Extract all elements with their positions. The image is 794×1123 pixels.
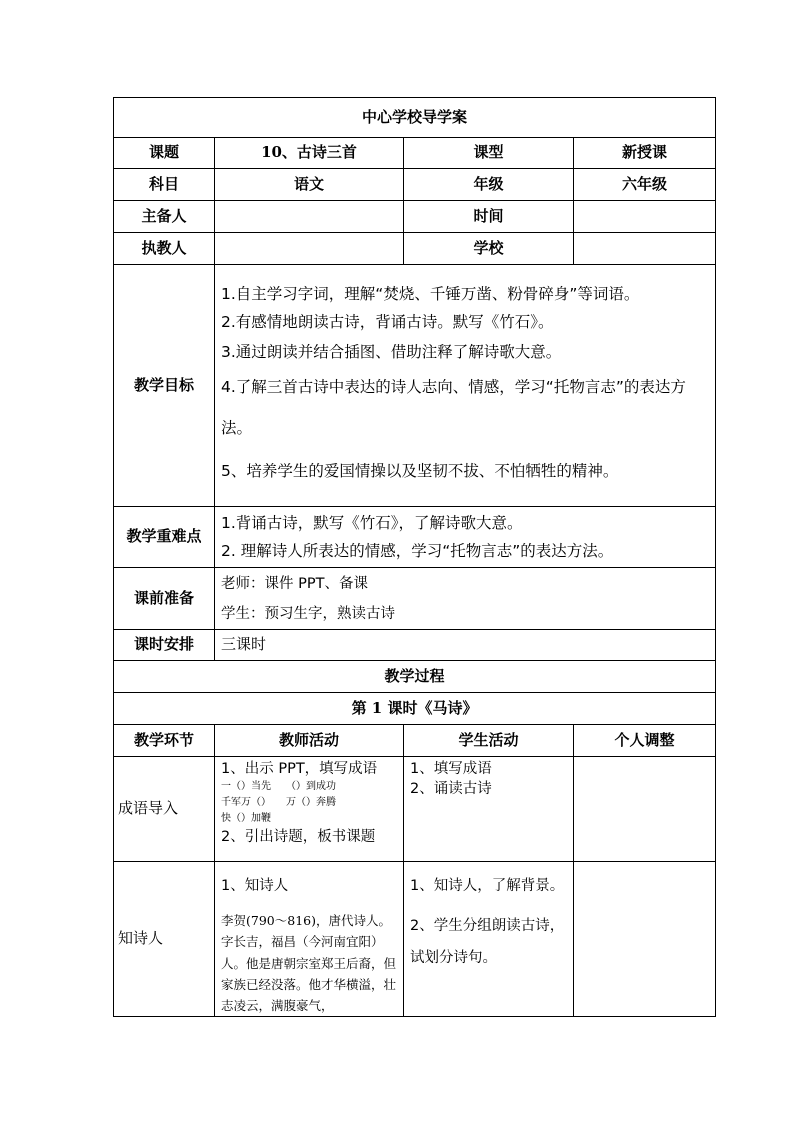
col-header-student: 学生活动: [404, 725, 574, 757]
prep-label: 课前准备: [114, 568, 215, 630]
school-value: [574, 233, 716, 265]
student-activity-line: 1、知诗人，了解背景。: [410, 878, 565, 894]
keypoint-item: 1.背诵古诗，默写《竹石》，了解诗歌大意。: [221, 514, 523, 532]
idiom-blank-line: 快（）加鞭: [221, 813, 271, 824]
col-header-stage: 教学环节: [114, 725, 215, 757]
adjust-poet: [574, 862, 716, 1017]
goals-content: [215, 265, 716, 507]
adjust-intro: [574, 757, 716, 862]
topic-value: 10、古诗三首: [215, 138, 404, 169]
lesson1-title: 第 1 课时《马诗》: [114, 693, 716, 725]
idiom-blank-line: 千军万（） 万（）奔腾: [221, 797, 336, 808]
poet-bio: 李贺(790～816)，唐代诗人。字长吉，福昌（今河南宜阳）人。他是唐朝宗室郑王后裔，但家族已经没落。他才华横溢，壮志凌云，满腹豪气，: [221, 913, 397, 1013]
keypoints-content: [215, 507, 716, 568]
class-type-label: 课型: [404, 138, 574, 169]
preparer-value: [215, 201, 404, 233]
teacher-activity-poet: [215, 862, 404, 1017]
school-label: 学校: [404, 233, 574, 265]
topic-label: 课题: [114, 138, 215, 169]
grade-value: 六年级: [574, 169, 716, 201]
col-header-adjust: 个人调整: [574, 725, 716, 757]
prep-teacher: 老师：课件 PPT、备课: [221, 575, 368, 592]
prep-content: [215, 568, 716, 630]
subject-label: 科目: [114, 169, 215, 201]
teacher-activity-line: 2、引出诗题，板书课题: [221, 829, 376, 845]
class-type-value: 新授课: [574, 138, 716, 169]
student-activity-line: 2、诵读古诗: [410, 781, 492, 797]
goal-item: 3.通过朗读并结合插图、借助注释了解诗歌大意。: [221, 343, 562, 361]
goal-item: 5、培养学生的爱国情操以及坚韧不拔、不怕牺牲的精神。: [221, 462, 619, 480]
teacher-activity-line: 1、知诗人: [221, 878, 289, 894]
page-title: 中心学校导学案: [114, 98, 716, 138]
schedule-label: 课时安排: [114, 630, 215, 661]
preparer-label: 主备人: [114, 201, 215, 233]
time-value: [574, 201, 716, 233]
student-activity-intro: [404, 757, 574, 862]
subject-value: 语文: [215, 169, 404, 201]
prep-student: 学生：预习生字，熟读古诗: [221, 605, 395, 622]
teacher-activity-intro: [215, 757, 404, 862]
grade-label: 年级: [404, 169, 574, 201]
student-activity-line: 1、填写成语: [410, 761, 492, 777]
time-label: 时间: [404, 201, 574, 233]
col-header-teacher: 教师活动: [215, 725, 404, 757]
goal-item: 1.自主学习字词，理解“焚烧、千锤万凿、粉骨碎身”等词语。: [221, 285, 640, 303]
goal-item: 2.有感情地朗读古诗，背诵古诗。默写《竹石》。: [221, 313, 554, 331]
teacher-value: [215, 233, 404, 265]
keypoint-item: 2. 理解诗人所表达的情感，学习“托物言志”的表达方法。: [221, 542, 614, 560]
goals-label: 教学目标: [114, 265, 215, 507]
teacher-label: 执教人: [114, 233, 215, 265]
lesson-plan-table: [113, 97, 716, 1017]
keypoints-label: 教学重难点: [114, 507, 215, 568]
teacher-activity-line: 1、出示 PPT，填写成语: [221, 761, 378, 777]
stage-poet: 知诗人: [114, 862, 215, 1017]
student-activity-line: 2、学生分组朗读古诗，试划分诗句。: [410, 918, 565, 966]
process-title: 教学过程: [114, 661, 716, 693]
schedule-value: 三课时: [215, 630, 716, 661]
student-activity-poet: [404, 862, 574, 1017]
stage-intro: 成语导入: [114, 757, 215, 862]
goal-item: 4.了解三首古诗中表达的诗人志向、情感，学习“托物言志”的表达方法。: [221, 378, 686, 437]
idiom-blank-line: 一（）当先 （）到成功: [221, 781, 336, 792]
